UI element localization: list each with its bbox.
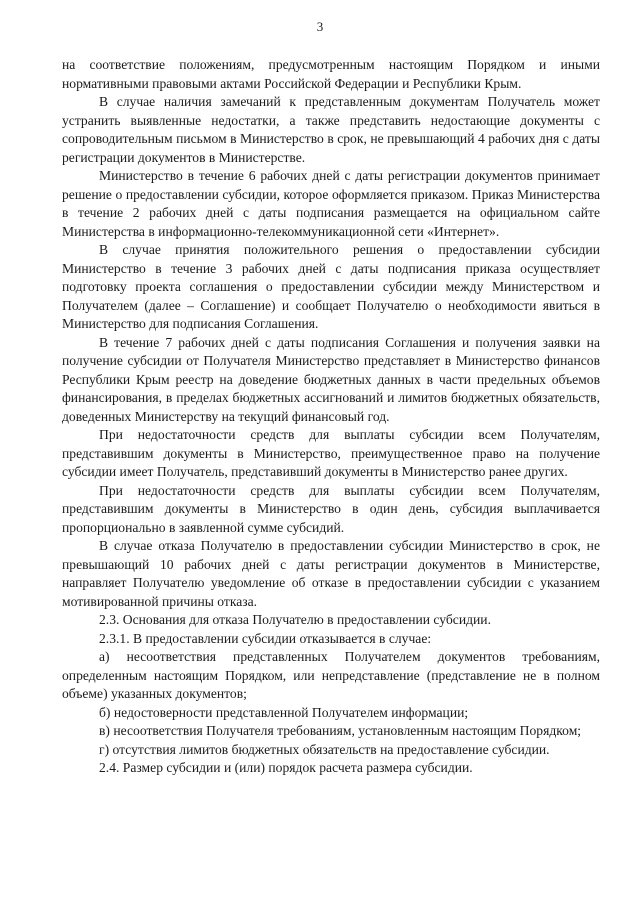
list-item: б) недостоверности представленной Получателем информации;: [99, 704, 469, 720]
section-heading: 2.3. Основания для отказа Получателю в предоставлении субсидии.: [99, 612, 491, 627]
paragraph: При недостаточности средств для выплаты субсидии всем Получателям, представившим документы в Министерство, преимущественное право на получение субсидии имеет Получатель, представивший документы в Министерство ранее других.: [62, 427, 600, 479]
paragraph: При недостаточности средств для выплаты субсидии всем Получателям, представившим документы в Министерство в один день, субсидия выплачивается пропорционально в заявленной сумме субсидий.: [62, 482, 600, 535]
paragraph: Министерство в течение 6 рабочих дней с даты регистрации документов принимает решение о предоставлении субсидии, которое оформляется приказом. Приказ Министерства в течение 2 рабочих дней с даты подписания размещается на официальном сайте Министерства в информационно-телекоммуникационной сети «Интернет».: [62, 168, 600, 239]
section-heading: 2.4. Размер субсидии и (или) порядок расчета размера субсидии.: [99, 760, 473, 775]
paragraph: В течение 7 рабочих дней с даты подписания Соглашения и получения заявки на получение субсидии от Получателя Министерство представляет в Министерство финансов Республики Крым реестр на доведение бюджетных данных в части предельных объемов финансирования, в пределах бюджетных ассигнований и лимитов бюджетных обязательств, доведенных Министерству на текущий финансовый год.: [62, 334, 600, 424]
list-item: г) отсутствия лимитов бюджетных обязательств на предоставление субсидии.: [99, 741, 550, 757]
document-body: [62, 56, 600, 778]
page-number: 3: [316, 19, 324, 34]
paragraph: В случае принятия положительного решения о предоставлении субсидии Министерство в течение 3 рабочих дней с даты подписания приказа осуществляет подготовку проекта соглашения о предоставлении субсидии между Министерством и Получателем (далее – Соглашение) и сообщает Получателю о необходимости явиться в Министерство для подписания Соглашения.: [62, 242, 600, 331]
paragraph: В случае отказа Получателю в предоставлении субсидии Министерство в срок, не превышающий 10 рабочих дней с даты регистрации документов в Министерстве, направляет Получателю уведомление об отказе в предоставлении субсидии с указанием мотивированной причины отказа.: [62, 538, 600, 609]
paragraph: В случае наличия замечаний к представленным документам Получатель может устранить выявленные недостатки, а также представить недостающие документы с сопроводительным письмом в Министерство в срок, не превышающий 4 рабочих дня с даты регистрации документов в Министерстве.: [62, 94, 600, 165]
list-item: а) несоответствия представленных Получателем документов требованиям, определенным настоящим Порядком, или непредставление (представление не в полном объеме) указанных документов;: [62, 649, 600, 701]
paragraph: на соответствие положениям, предусмотренным настоящим Порядком и иными нормативными правовыми актами Российской Федерации и Республики Крым.: [62, 57, 600, 91]
subsection-heading: 2.3.1. В предоставлении субсидии отказывается в случае:: [99, 630, 432, 646]
list-item: в) несоответствия Получателя требованиям, установленным настоящим Порядком;: [99, 723, 582, 738]
